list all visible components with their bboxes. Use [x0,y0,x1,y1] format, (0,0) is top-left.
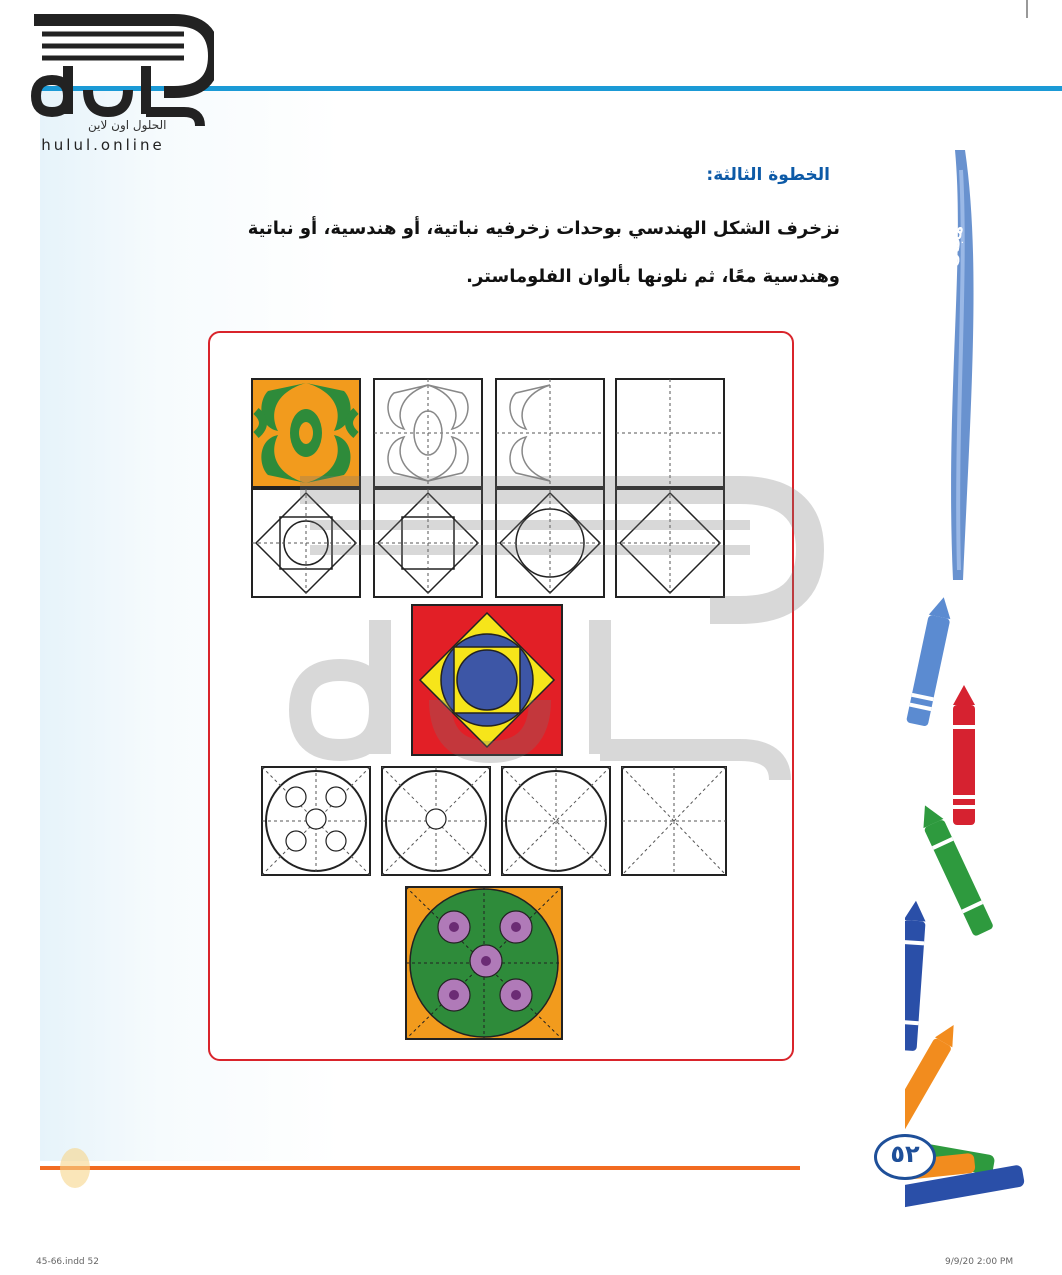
crayon-icon [906,595,955,727]
instruction-text [160,205,840,301]
crop-mark [1026,0,1028,18]
crayon-icon [953,685,975,825]
footer-datetime: 9/9/20 2:00 PM [945,1257,1014,1267]
instruction-line-1: نزخرف الشكل الهندسي بوحدات زخرفيه نباتية، أو هندسية، أو نباتية [247,218,840,239]
footer-file: 45-66.indd 52 [36,1257,99,1267]
crayon-icon [905,900,927,1051]
footer-logo-mark [60,1148,90,1188]
step-heading: الخطوة الثالثة: [706,165,830,185]
logo-latin-text: hulul.online [41,136,165,154]
logo-arabic-text: الحلول اون لاين [88,118,167,132]
hulul-watermark-icon [270,470,830,790]
instruction-line-2: وهندسية معًا، ثم نلونها بألوان الفلوماستر. [466,266,840,287]
page-number: ٥٢ [890,1140,920,1168]
side-title-box [918,210,978,370]
tile-flower-colored [406,887,562,1039]
page-number-badge [868,1132,938,1182]
side-title: مجال الزخرفة [929,223,967,336]
bottom-accent-line [40,1166,800,1170]
